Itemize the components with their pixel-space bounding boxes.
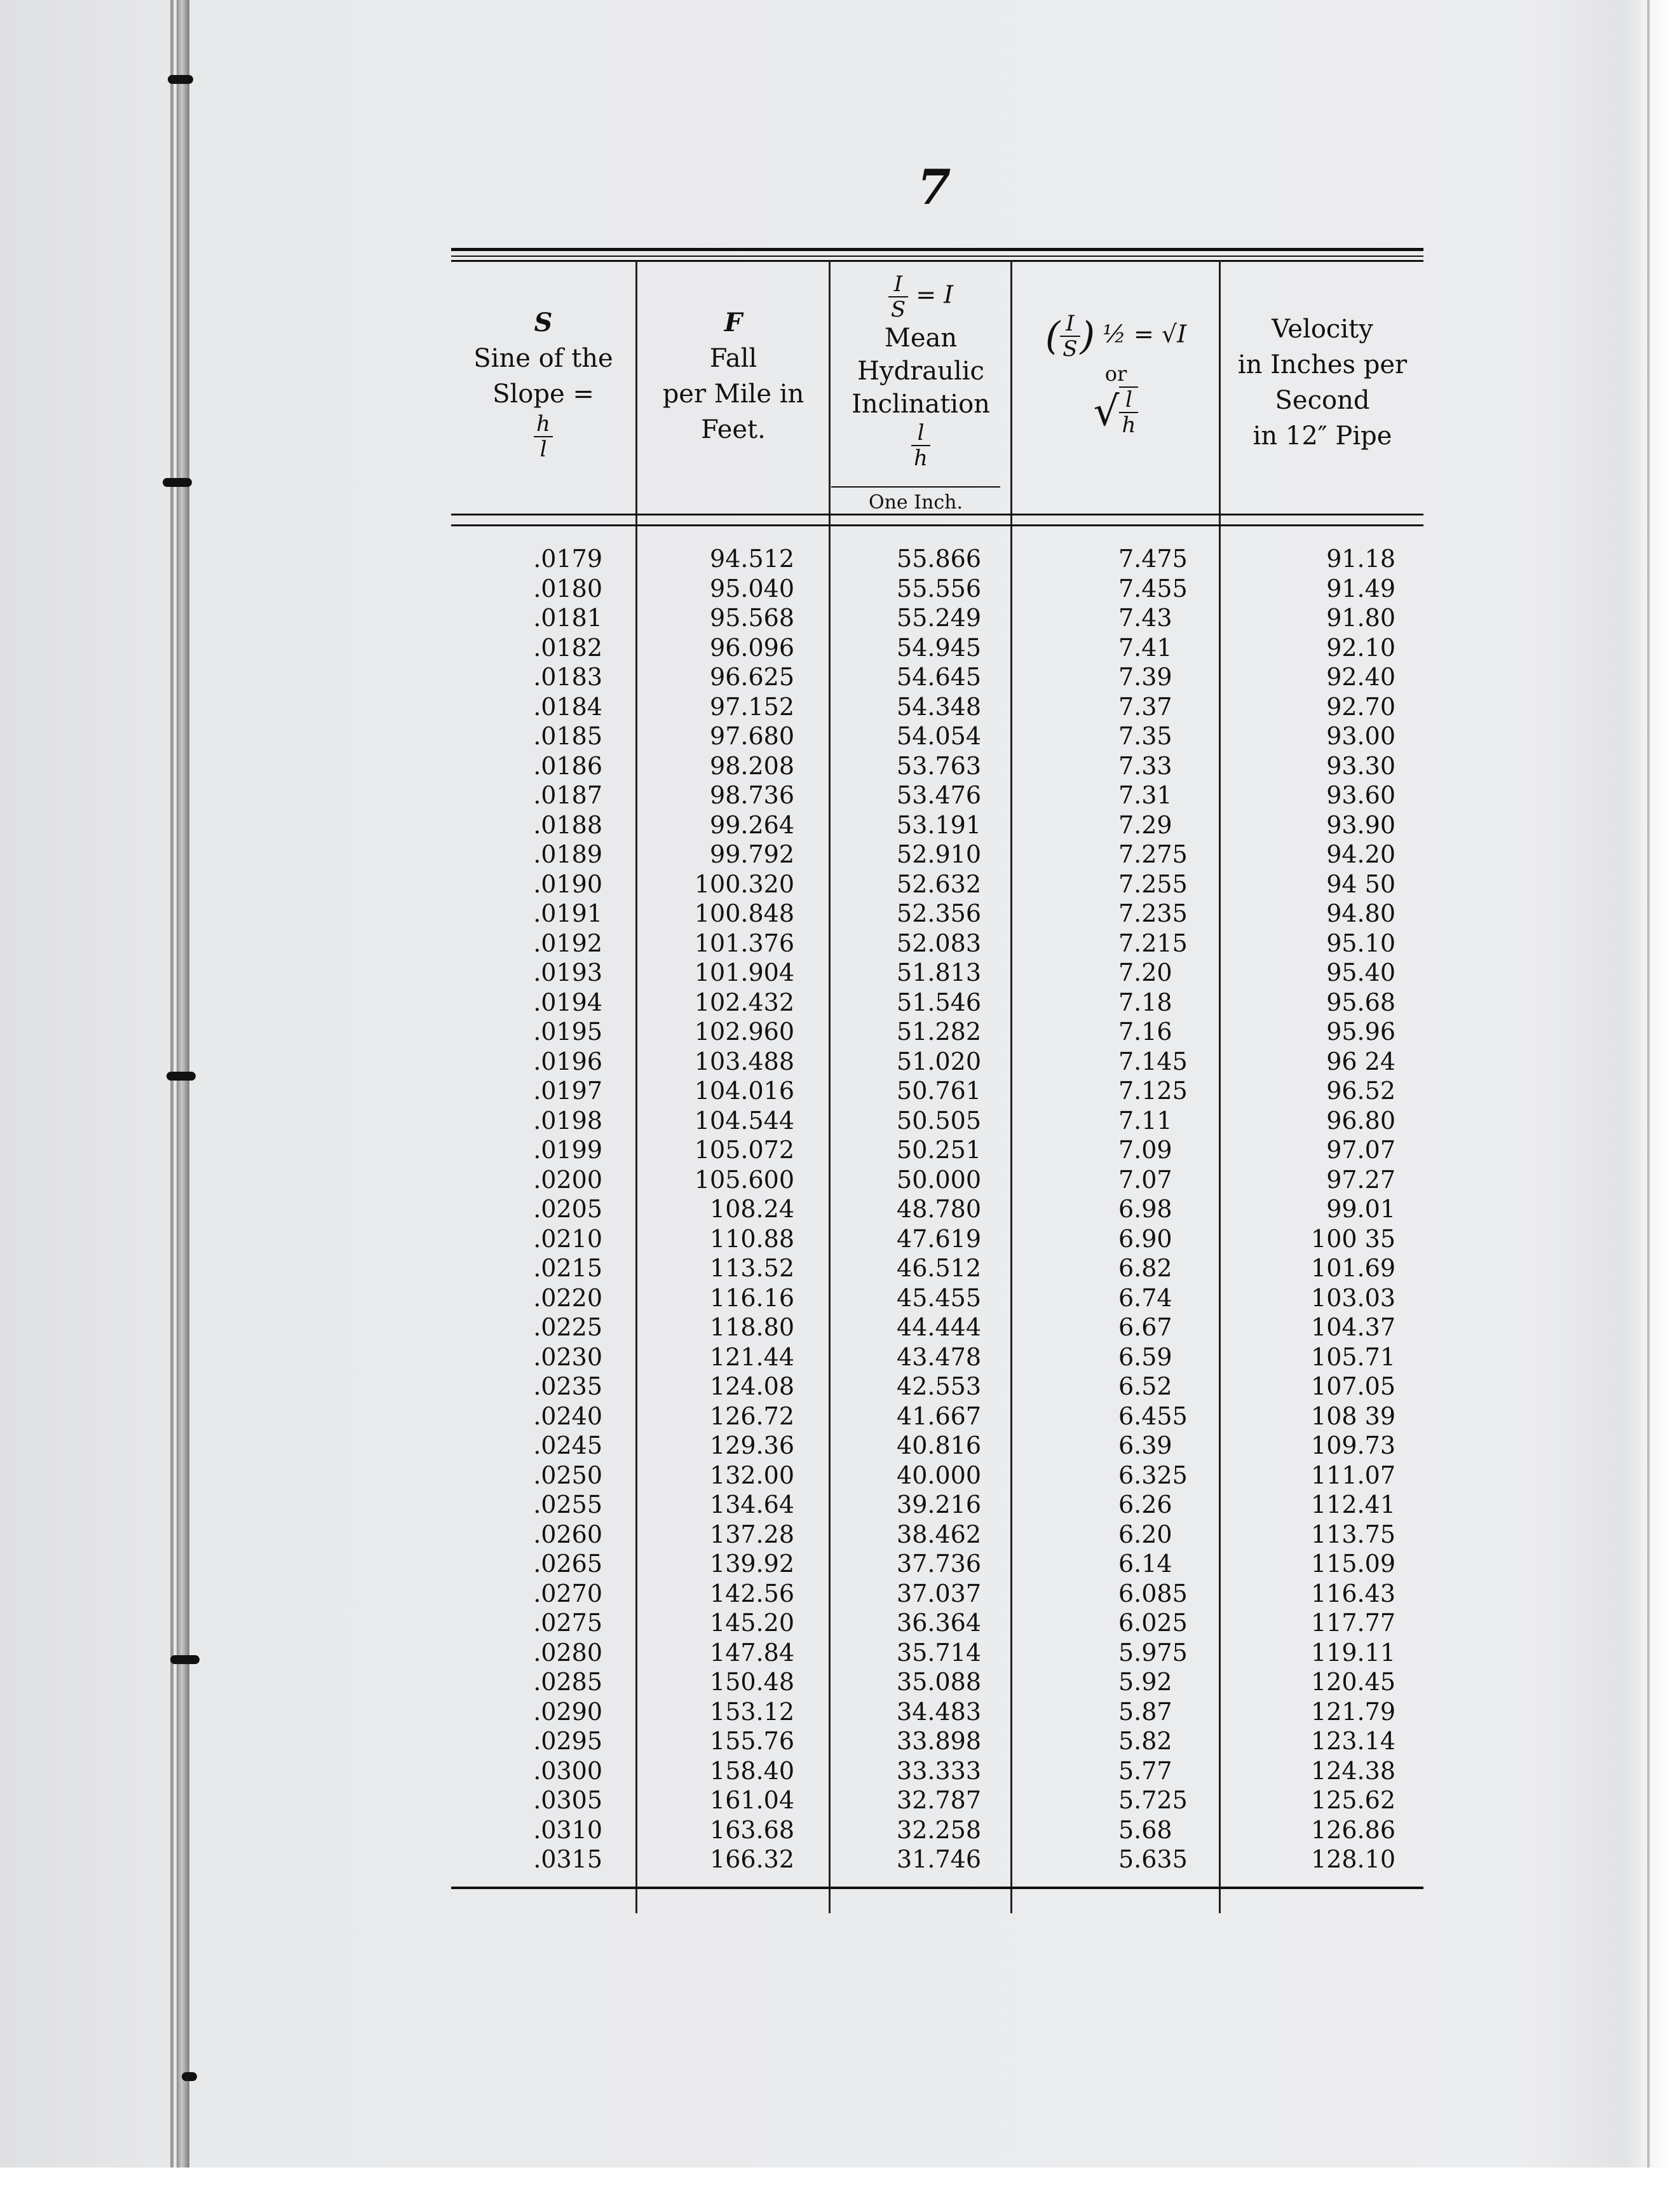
table-cell-fall: 150.48 xyxy=(710,1668,794,1696)
table-cell-fall: 147.84 xyxy=(710,1638,794,1667)
table-cell-slope: .0187 xyxy=(533,781,602,809)
table-cell-inclination: 35.714 xyxy=(897,1638,981,1667)
table-cell-slope: .0265 xyxy=(533,1550,602,1578)
header-fall-var: F xyxy=(724,308,743,338)
header-velocity-line: in 12″ Pipe xyxy=(1252,421,1392,451)
table-cell-root: 7.41 xyxy=(1118,633,1172,662)
table-cell-inclination: 55.866 xyxy=(897,545,981,573)
table-cell-root: 7.275 xyxy=(1118,840,1188,868)
table-cell-fall: 97.680 xyxy=(710,722,794,750)
table-cell-velocity: 112.41 xyxy=(1311,1491,1395,1519)
table-cell-inclination: 51.282 xyxy=(897,1018,981,1046)
table-cell-slope: .0310 xyxy=(533,1815,602,1844)
table-cell-inclination: 45.455 xyxy=(897,1283,981,1312)
table-cell-inclination: 54.348 xyxy=(897,692,981,721)
table-cell-fall: 95.568 xyxy=(710,604,794,632)
table-cell-root: 6.325 xyxy=(1118,1461,1188,1489)
table-cell-root: 5.975 xyxy=(1118,1638,1188,1667)
table-cell-velocity: 111.07 xyxy=(1311,1461,1395,1489)
header-velocity xyxy=(1221,311,1423,534)
column-velocity xyxy=(1221,544,1395,1874)
header-root-formula-fraction: $\frac{I}{S}$ xyxy=(1060,311,1080,361)
table-cell-slope: .0183 xyxy=(533,663,602,691)
table-cell-slope: .0189 xyxy=(533,840,602,868)
table-cell-velocity: 91.80 xyxy=(1326,604,1395,632)
table-cell-inclination: 48.780 xyxy=(897,1195,981,1223)
table-cell-root: 5.635 xyxy=(1118,1845,1188,1873)
table-cell-inclination: 50.000 xyxy=(897,1165,981,1194)
table-cell-velocity: 92.70 xyxy=(1326,692,1395,721)
table-cell-velocity: 125.62 xyxy=(1311,1786,1395,1814)
table-cell-velocity: 95.96 xyxy=(1326,1018,1395,1046)
table-cell-fall: 104.016 xyxy=(694,1077,794,1105)
table-cell-fall: 100.848 xyxy=(694,899,794,927)
table-cell-slope: .0181 xyxy=(533,604,602,632)
table-cell-slope: .0275 xyxy=(533,1609,602,1637)
table-cell-root: 7.11 xyxy=(1118,1106,1172,1135)
table-cell-fall: 126.72 xyxy=(710,1402,794,1430)
table-cell-root: 7.16 xyxy=(1118,1018,1172,1046)
table-cell-fall: 95.040 xyxy=(710,574,794,603)
table-cell-velocity: 93.00 xyxy=(1326,722,1395,750)
table-cell-root: 5.82 xyxy=(1118,1727,1172,1755)
header-inclination-formula-fraction: $\frac{I}{S}$ xyxy=(888,272,908,322)
table-cell-inclination: 33.333 xyxy=(897,1756,981,1785)
table-cell-slope: .0191 xyxy=(533,899,602,927)
table-cell-slope: .0290 xyxy=(533,1697,602,1726)
table-cell-fall: 134.64 xyxy=(710,1491,794,1519)
table-cell-inclination: 53.476 xyxy=(897,781,981,809)
column-divider xyxy=(1219,261,1221,1913)
table-cell-fall: 163.68 xyxy=(710,1815,794,1844)
table-cell-slope: .0193 xyxy=(533,959,602,987)
table-cell-slope: .0270 xyxy=(533,1579,602,1608)
table-cell-root: 6.59 xyxy=(1118,1342,1172,1371)
table-cell-inclination: 52.910 xyxy=(897,840,981,868)
table-cell-velocity: 128.10 xyxy=(1311,1845,1395,1873)
table-cell-slope: .0255 xyxy=(533,1491,602,1519)
header-root-formula: ½ = √I xyxy=(1103,320,1187,348)
table-cell-inclination: 51.020 xyxy=(897,1047,981,1075)
table-cell-inclination: 47.619 xyxy=(897,1224,981,1253)
binding-knot xyxy=(170,1655,200,1664)
table-cell-fall: 102.432 xyxy=(694,988,794,1016)
table-cell-root: 6.39 xyxy=(1118,1431,1172,1459)
table-cell-fall: 105.072 xyxy=(694,1136,794,1164)
table-cell-root: 5.725 xyxy=(1118,1786,1188,1814)
table-cell-fall: 98.208 xyxy=(710,751,794,780)
table-cell-velocity: 95.10 xyxy=(1326,929,1395,957)
table-cell-inclination: 36.364 xyxy=(897,1609,981,1637)
header-inclination-sub: One Inch. xyxy=(831,486,1000,521)
header-root-or: or xyxy=(1104,362,1127,386)
table-cell-root: 7.09 xyxy=(1118,1136,1172,1164)
table-cell-inclination: 50.505 xyxy=(897,1106,981,1135)
table-cell-fall: 96.096 xyxy=(710,633,794,662)
table-cell-fall: 129.36 xyxy=(710,1431,794,1459)
table-cell-root: 7.29 xyxy=(1118,810,1172,839)
table-cell-slope: .0280 xyxy=(533,1638,602,1667)
table-cell-inclination: 41.667 xyxy=(897,1402,981,1430)
header-inclination xyxy=(831,272,1010,495)
table-cell-velocity: 94.80 xyxy=(1326,899,1395,927)
table-cell-root: 7.39 xyxy=(1118,663,1172,691)
header-inclination-line: Mean xyxy=(884,324,958,353)
page-edge xyxy=(1647,0,1650,2174)
table-cell-slope: .0235 xyxy=(533,1372,602,1400)
table-cell-slope: .0285 xyxy=(533,1668,602,1696)
table-cell-slope: .0190 xyxy=(533,870,602,898)
table-cell-inclination: 46.512 xyxy=(897,1254,981,1282)
table-header-rule xyxy=(451,514,1423,526)
table-cell-fall: 105.600 xyxy=(694,1165,794,1194)
table-cell-velocity: 93.60 xyxy=(1326,781,1395,809)
table-cell-velocity: 92.40 xyxy=(1326,663,1395,691)
table-cell-velocity: 92.10 xyxy=(1326,633,1395,662)
table-cell-root: 7.43 xyxy=(1118,604,1172,632)
header-slope-fraction: $\frac{h}{l}$ xyxy=(534,412,553,461)
table-cell-slope: .0195 xyxy=(533,1018,602,1046)
header-fall-line: per Mile in xyxy=(662,379,804,409)
table-cell-root: 6.82 xyxy=(1118,1254,1172,1282)
table-cell-slope: .0230 xyxy=(533,1342,602,1371)
column-divider xyxy=(635,261,637,1913)
table-cell-velocity: 97.07 xyxy=(1326,1136,1395,1164)
column-divider xyxy=(829,261,831,1913)
table-cell-root: 7.125 xyxy=(1118,1077,1188,1105)
table-cell-inclination: 51.813 xyxy=(897,959,981,987)
table-cell-slope: .0198 xyxy=(533,1106,602,1135)
binding-spine xyxy=(177,0,189,2174)
table-cell-root: 5.87 xyxy=(1118,1697,1172,1726)
table-cell-inclination: 39.216 xyxy=(897,1491,981,1519)
table-cell-fall: 101.904 xyxy=(694,959,794,987)
table-cell-slope: .0315 xyxy=(533,1845,602,1873)
table-cell-fall: 118.80 xyxy=(710,1313,794,1341)
table-cell-root: 5.92 xyxy=(1118,1668,1172,1696)
table-cell-fall: 103.488 xyxy=(694,1047,794,1075)
table-cell-velocity: 100 35 xyxy=(1311,1224,1395,1253)
table-cell-slope: .0185 xyxy=(533,722,602,750)
table-cell-slope: .0250 xyxy=(533,1461,602,1489)
header-velocity-line: Velocity xyxy=(1272,315,1373,344)
table-cell-slope: .0245 xyxy=(533,1431,602,1459)
table-cell-velocity: 120.45 xyxy=(1311,1668,1395,1696)
header-inclination-line: Hydraulic xyxy=(857,357,984,386)
table-cell-root: 6.26 xyxy=(1118,1491,1172,1519)
column-fall xyxy=(638,544,794,1874)
table-cell-root: 5.77 xyxy=(1118,1756,1172,1785)
table-cell-slope: .0215 xyxy=(533,1254,602,1282)
table-cell-velocity: 93.90 xyxy=(1326,810,1395,839)
binding-knot xyxy=(168,75,193,84)
header-slope xyxy=(451,305,635,528)
header-fall xyxy=(638,305,829,528)
table-cell-velocity: 105.71 xyxy=(1311,1342,1395,1371)
table-cell-inclination: 34.483 xyxy=(897,1697,981,1726)
binding-knot xyxy=(166,1072,196,1081)
column-inclination xyxy=(831,544,981,1874)
table-cell-slope: .0200 xyxy=(533,1165,602,1194)
table-cell-velocity: 97.27 xyxy=(1326,1165,1395,1194)
header-slope-line: Sine of the xyxy=(473,344,613,373)
table-cell-inclination: 52.632 xyxy=(897,870,981,898)
table-cell-slope: .0180 xyxy=(533,574,602,603)
header-root: ( $\frac{I}{S}$ ) ½ = √I or √ $\frac{l}{h}$ xyxy=(1013,311,1219,534)
table-cell-root: 6.52 xyxy=(1118,1372,1172,1400)
table-cell-fall: 96.625 xyxy=(710,663,794,691)
table-cell-slope: .0210 xyxy=(533,1224,602,1253)
table-cell-inclination: 37.736 xyxy=(897,1550,981,1578)
header-slope-var: S xyxy=(534,308,553,338)
table-cell-inclination: 43.478 xyxy=(897,1342,981,1371)
table-cell-fall: 142.56 xyxy=(710,1579,794,1608)
column-slope xyxy=(451,544,602,1874)
table-cell-fall: 102.960 xyxy=(694,1018,794,1046)
table-cell-velocity: 104.37 xyxy=(1311,1313,1395,1341)
page-number: 7 xyxy=(917,159,951,215)
table-cell-fall: 101.376 xyxy=(694,929,794,957)
table-cell-velocity: 107.05 xyxy=(1311,1372,1395,1400)
column-root-values xyxy=(1118,544,1219,1874)
table-cell-fall: 166.32 xyxy=(710,1845,794,1873)
table-cell-slope: .0188 xyxy=(533,810,602,839)
table-cell-velocity: 117.77 xyxy=(1311,1609,1395,1637)
table-cell-inclination: 38.462 xyxy=(897,1520,981,1548)
table-cell-fall: 98.736 xyxy=(710,781,794,809)
table-cell-fall: 137.28 xyxy=(710,1520,794,1548)
table-cell-root: 7.215 xyxy=(1118,929,1188,957)
table-cell-velocity: 119.11 xyxy=(1311,1638,1395,1667)
table-cell-slope: .0196 xyxy=(533,1047,602,1075)
table-cell-velocity: 126.86 xyxy=(1311,1815,1395,1844)
table-cell-inclination: 32.787 xyxy=(897,1786,981,1814)
table-cell-velocity: 95.68 xyxy=(1326,988,1395,1016)
table-cell-slope: .0179 xyxy=(533,545,602,573)
table-cell-velocity: 124.38 xyxy=(1311,1756,1395,1785)
table-cell-velocity: 93.30 xyxy=(1326,751,1395,780)
table-cell-inclination: 53.763 xyxy=(897,751,981,780)
table-cell-slope: .0260 xyxy=(533,1520,602,1548)
table-cell-root: 6.455 xyxy=(1118,1402,1188,1430)
header-velocity-line: Second xyxy=(1275,386,1370,415)
header-inclination-line: Inclination xyxy=(852,390,990,419)
table-cell-root: 6.025 xyxy=(1118,1609,1188,1637)
table-cell-inclination: 32.258 xyxy=(897,1815,981,1844)
table-cell-velocity: 91.49 xyxy=(1326,574,1395,603)
scan-margin xyxy=(0,2168,1670,2212)
table-cell-inclination: 35.088 xyxy=(897,1668,981,1696)
table-cell-fall: 158.40 xyxy=(710,1756,794,1785)
table-top-rule xyxy=(451,248,1423,262)
table-cell-fall: 116.16 xyxy=(710,1283,794,1312)
table-cell-velocity: 94.20 xyxy=(1326,840,1395,868)
table-cell-root: 6.085 xyxy=(1118,1579,1188,1608)
table-cell-fall: 145.20 xyxy=(710,1609,794,1637)
table-cell-inclination: 52.083 xyxy=(897,929,981,957)
table-cell-root: 7.35 xyxy=(1118,722,1172,750)
table-cell-slope: .0199 xyxy=(533,1136,602,1164)
table-cell-slope: .0184 xyxy=(533,692,602,721)
binding-knot xyxy=(163,478,192,487)
table-cell-inclination: 54.645 xyxy=(897,663,981,691)
table-cell-velocity: 116.43 xyxy=(1311,1579,1395,1608)
table-cell-slope: .0305 xyxy=(533,1786,602,1814)
radical-sign: √ xyxy=(1093,388,1120,435)
header-velocity-line: in Inches per xyxy=(1237,350,1408,379)
table-cell-fall: 94.512 xyxy=(710,545,794,573)
table-cell-fall: 132.00 xyxy=(710,1461,794,1489)
table-cell-root: 7.37 xyxy=(1118,692,1172,721)
binding-thread xyxy=(170,0,173,2174)
table-cell-inclination: 31.746 xyxy=(897,1845,981,1873)
table-bottom-rule xyxy=(451,1887,1423,1889)
table-cell-slope: .0295 xyxy=(533,1727,602,1755)
header-fall-line: Fall xyxy=(709,344,757,373)
table-cell-velocity: 109.73 xyxy=(1311,1431,1395,1459)
table-cell-root: 6.74 xyxy=(1118,1283,1172,1312)
table-cell-root: 6.67 xyxy=(1118,1313,1172,1341)
table-cell-root: 7.255 xyxy=(1118,870,1188,898)
table-cell-inclination: 55.249 xyxy=(897,604,981,632)
table-cell-root: 7.145 xyxy=(1118,1047,1188,1075)
table-cell-velocity: 103.03 xyxy=(1311,1283,1395,1312)
table-cell-slope: .0300 xyxy=(533,1756,602,1785)
header-fall-line: Feet. xyxy=(701,415,766,444)
table-cell-slope: .0197 xyxy=(533,1077,602,1105)
table-cell-inclination: 53.191 xyxy=(897,810,981,839)
table-cell-slope: .0192 xyxy=(533,929,602,957)
table-cell-root: 7.475 xyxy=(1118,545,1188,573)
table-cell-fall: 97.152 xyxy=(710,692,794,721)
table-cell-slope: .0194 xyxy=(533,988,602,1016)
table-cell-velocity: 94 50 xyxy=(1326,870,1395,898)
table-cell-fall: 104.544 xyxy=(694,1106,794,1135)
table-cell-root: 7.18 xyxy=(1118,988,1172,1016)
table-cell-fall: 153.12 xyxy=(710,1697,794,1726)
table-cell-root: 7.235 xyxy=(1118,899,1188,927)
table-cell-velocity: 113.75 xyxy=(1311,1520,1395,1548)
table-cell-fall: 108.24 xyxy=(710,1195,794,1223)
table-cell-slope: .0225 xyxy=(533,1313,602,1341)
table-cell-fall: 100.320 xyxy=(694,870,794,898)
table-cell-inclination: 40.816 xyxy=(897,1431,981,1459)
table-cell-fall: 161.04 xyxy=(710,1786,794,1814)
table-cell-root: 6.14 xyxy=(1118,1550,1172,1578)
table-cell-inclination: 50.761 xyxy=(897,1077,981,1105)
table-cell-inclination: 37.037 xyxy=(897,1579,981,1608)
table-cell-root: 6.98 xyxy=(1118,1195,1172,1223)
table-cell-root: 7.31 xyxy=(1118,781,1172,809)
table-cell-root: 7.33 xyxy=(1118,751,1172,780)
table-cell-slope: .0205 xyxy=(533,1195,602,1223)
table-cell-root: 6.20 xyxy=(1118,1520,1172,1548)
column-divider xyxy=(1010,261,1012,1913)
table-cell-inclination: 55.556 xyxy=(897,574,981,603)
table-cell-inclination: 51.546 xyxy=(897,988,981,1016)
header-slope-line: Slope = xyxy=(492,379,594,409)
table-cell-slope: .0240 xyxy=(533,1402,602,1430)
table-cell-root: 6.90 xyxy=(1118,1224,1172,1253)
table-cell-velocity: 96 24 xyxy=(1326,1047,1395,1075)
table-cell-velocity: 96.52 xyxy=(1326,1077,1395,1105)
table-cell-inclination: 54.054 xyxy=(897,722,981,750)
binding-knot xyxy=(182,2072,197,2081)
table-cell-velocity: 121.79 xyxy=(1311,1697,1395,1726)
table-cell-fall: 110.88 xyxy=(710,1224,794,1253)
table-cell-velocity: 101.69 xyxy=(1311,1254,1395,1282)
table-cell-slope: .0182 xyxy=(533,633,602,662)
header-inclination-formula-rhs: = I xyxy=(916,280,954,309)
table-cell-inclination: 42.553 xyxy=(897,1372,981,1400)
table-cell-inclination: 50.251 xyxy=(897,1136,981,1164)
table-cell-fall: 99.264 xyxy=(710,810,794,839)
table-cell-root: 7.07 xyxy=(1118,1165,1172,1194)
table-cell-inclination: 54.945 xyxy=(897,633,981,662)
table-cell-inclination: 52.356 xyxy=(897,899,981,927)
header-root-fraction: $\frac{l}{h}$ xyxy=(1119,386,1138,437)
table-cell-fall: 155.76 xyxy=(710,1727,794,1755)
table-cell-fall: 121.44 xyxy=(710,1342,794,1371)
table-cell-fall: 124.08 xyxy=(710,1372,794,1400)
table-cell-root: 7.455 xyxy=(1118,574,1188,603)
table-cell-velocity: 95.40 xyxy=(1326,959,1395,987)
table-cell-velocity: 123.14 xyxy=(1311,1727,1395,1755)
table-cell-slope: .0186 xyxy=(533,751,602,780)
table-cell-inclination: 44.444 xyxy=(897,1313,981,1341)
table-cell-velocity: 115.09 xyxy=(1311,1550,1395,1578)
table-cell-inclination: 33.898 xyxy=(897,1727,981,1755)
table-cell-fall: 113.52 xyxy=(710,1254,794,1282)
header-inclination-fraction: $\frac{l}{h}$ xyxy=(911,421,930,470)
table-cell-velocity: 108 39 xyxy=(1311,1402,1395,1430)
table-cell-root: 5.68 xyxy=(1118,1815,1172,1844)
table-cell-inclination: 40.000 xyxy=(897,1461,981,1489)
table-cell-fall: 99.792 xyxy=(710,840,794,868)
table-cell-velocity: 99.01 xyxy=(1326,1195,1395,1223)
table-cell-root: 7.20 xyxy=(1118,959,1172,987)
table-cell-fall: 139.92 xyxy=(710,1550,794,1578)
table-cell-slope: .0220 xyxy=(533,1283,602,1312)
table-cell-velocity: 96.80 xyxy=(1326,1106,1395,1135)
table-cell-velocity: 91.18 xyxy=(1326,545,1395,573)
